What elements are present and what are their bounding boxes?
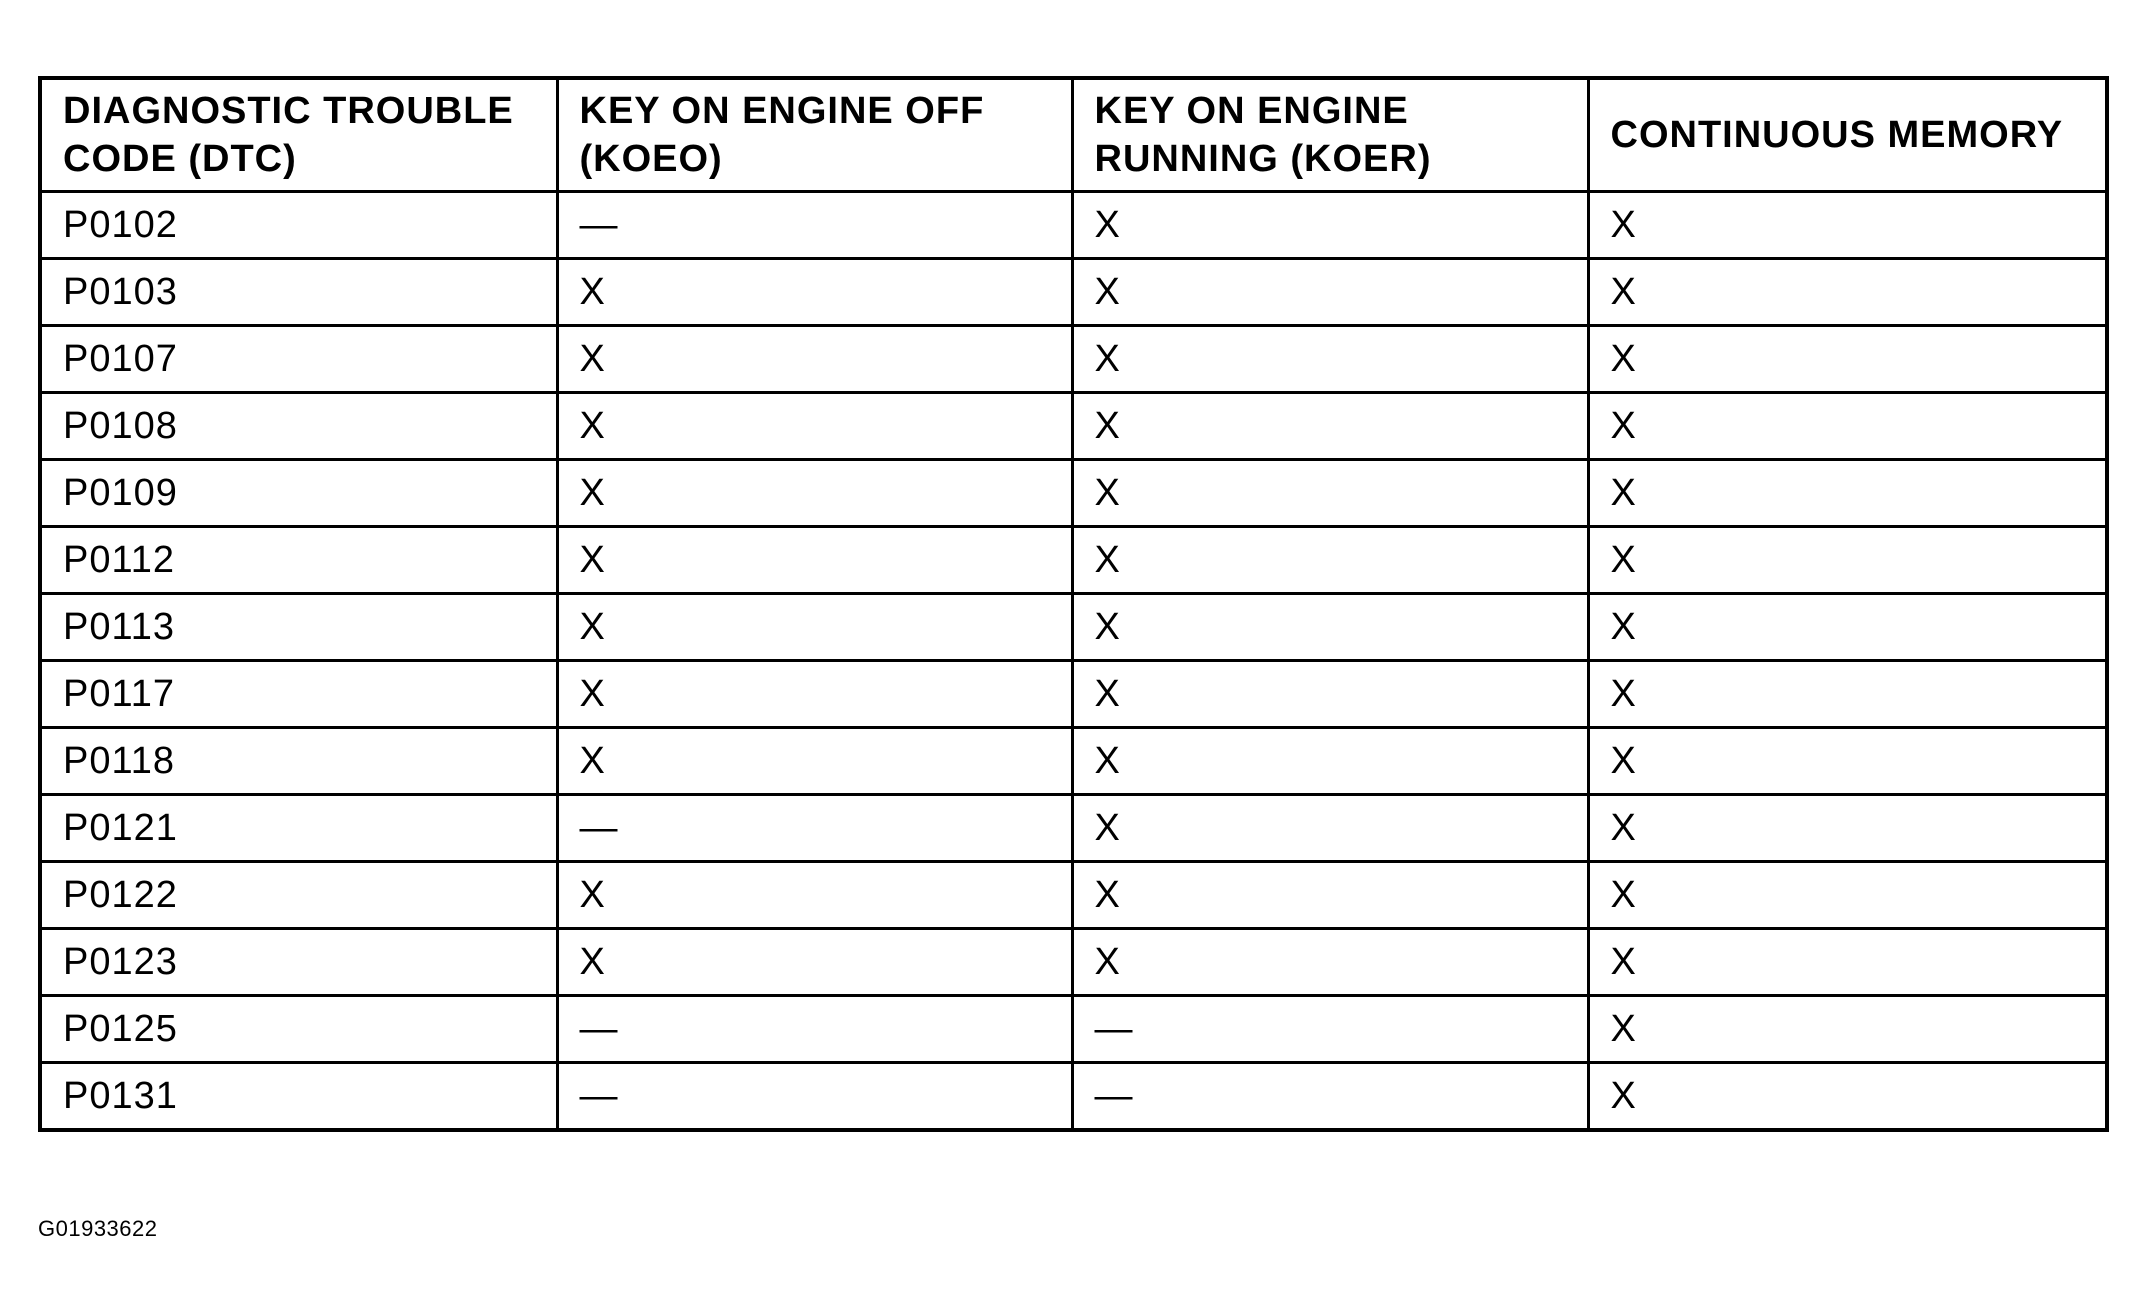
koeo-cell: X — [557, 862, 1072, 929]
koer-cell: X — [1072, 326, 1588, 393]
continuous-memory-cell: X — [1588, 728, 2107, 795]
koeo-cell: X — [557, 393, 1072, 460]
dtc-code-cell: P0109 — [40, 460, 557, 527]
koeo-cell: — — [557, 996, 1072, 1063]
dtc-code-cell: P0131 — [40, 1063, 557, 1131]
table-row — [40, 460, 2107, 527]
dtc-code-cell: P0122 — [40, 862, 557, 929]
dtc-code-cell: P0121 — [40, 795, 557, 862]
koeo-cell: X — [557, 594, 1072, 661]
table-row — [40, 795, 2107, 862]
koeo-cell: X — [557, 326, 1072, 393]
column-header-koeo: KEY ON ENGINE OFF (KOEO) — [557, 78, 1072, 192]
koer-cell: X — [1072, 862, 1588, 929]
koer-cell: X — [1072, 527, 1588, 594]
continuous-memory-cell: X — [1588, 259, 2107, 326]
table-row — [40, 728, 2107, 795]
dtc-test-mode-table — [38, 76, 2109, 1132]
dtc-code-cell: P0108 — [40, 393, 557, 460]
table-row — [40, 996, 2107, 1063]
koeo-cell: X — [557, 661, 1072, 728]
koeo-cell: X — [557, 728, 1072, 795]
continuous-memory-cell: X — [1588, 996, 2107, 1063]
continuous-memory-cell: X — [1588, 393, 2107, 460]
koer-cell: X — [1072, 661, 1588, 728]
table-header-row — [40, 78, 2107, 192]
dtc-code-cell: P0123 — [40, 929, 557, 996]
koeo-cell: — — [557, 795, 1072, 862]
table-row — [40, 259, 2107, 326]
dtc-code-cell: P0113 — [40, 594, 557, 661]
koer-cell: X — [1072, 259, 1588, 326]
koeo-cell: X — [557, 460, 1072, 527]
table-row — [40, 527, 2107, 594]
koer-cell: X — [1072, 594, 1588, 661]
koer-cell: X — [1072, 795, 1588, 862]
continuous-memory-cell: X — [1588, 795, 2107, 862]
koer-cell: X — [1072, 192, 1588, 259]
column-header-dtc: DIAGNOSTIC TROUBLE CODE (DTC) — [40, 78, 557, 192]
koer-cell: X — [1072, 460, 1588, 527]
continuous-memory-cell: X — [1588, 460, 2107, 527]
table-row — [40, 862, 2107, 929]
koeo-cell: — — [557, 192, 1072, 259]
koer-cell: — — [1072, 1063, 1588, 1131]
koeo-cell: X — [557, 259, 1072, 326]
table-row — [40, 326, 2107, 393]
koer-cell: X — [1072, 393, 1588, 460]
column-header-continuous-memory: CONTINUOUS MEMORY — [1588, 78, 2107, 192]
continuous-memory-cell: X — [1588, 594, 2107, 661]
koeo-cell: X — [557, 527, 1072, 594]
koer-cell: — — [1072, 996, 1588, 1063]
dtc-code-cell: P0117 — [40, 661, 557, 728]
dtc-code-cell: P0125 — [40, 996, 557, 1063]
koer-cell: X — [1072, 929, 1588, 996]
table-row — [40, 929, 2107, 996]
dtc-code-cell: P0107 — [40, 326, 557, 393]
table-row — [40, 661, 2107, 728]
koeo-cell: X — [557, 929, 1072, 996]
continuous-memory-cell: X — [1588, 192, 2107, 259]
continuous-memory-cell: X — [1588, 862, 2107, 929]
continuous-memory-cell: X — [1588, 929, 2107, 996]
table-row — [40, 1063, 2107, 1131]
table-row — [40, 594, 2107, 661]
table-row — [40, 393, 2107, 460]
dtc-code-cell: P0103 — [40, 259, 557, 326]
dtc-code-cell: P0118 — [40, 728, 557, 795]
table-row — [40, 192, 2107, 259]
koer-cell: X — [1072, 728, 1588, 795]
continuous-memory-cell: X — [1588, 527, 2107, 594]
continuous-memory-cell: X — [1588, 661, 2107, 728]
figure-id: G01933622 — [38, 1216, 158, 1241]
koeo-cell: — — [557, 1063, 1072, 1131]
column-header-koer: KEY ON ENGINE RUNNING (KOER) — [1072, 78, 1588, 192]
dtc-code-cell: P0112 — [40, 527, 557, 594]
continuous-memory-cell: X — [1588, 1063, 2107, 1131]
dtc-code-cell: P0102 — [40, 192, 557, 259]
continuous-memory-cell: X — [1588, 326, 2107, 393]
